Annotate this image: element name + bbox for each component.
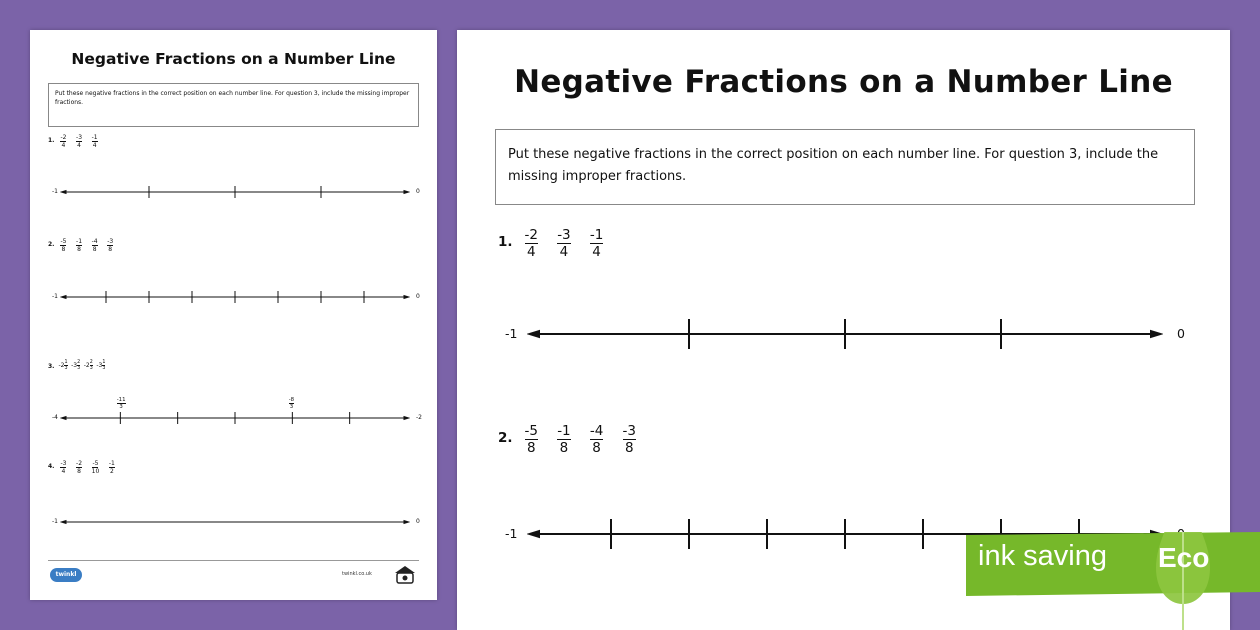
fraction xyxy=(92,134,98,149)
fraction-denominator: 8 xyxy=(526,440,536,456)
fraction-numerator: 1 xyxy=(64,360,68,365)
fraction xyxy=(76,460,82,475)
fraction-numerator: -4 xyxy=(91,238,98,245)
fraction xyxy=(60,460,66,475)
fraction-denominator: 4 xyxy=(526,244,536,260)
arrow-right-icon xyxy=(1150,330,1163,338)
ink-saving-label: ink saving xyxy=(978,540,1107,572)
fraction-numerator: -3 xyxy=(76,134,83,141)
fraction-denominator: 3 xyxy=(89,366,93,371)
arrow-left-icon xyxy=(60,416,67,420)
question-number: 1. xyxy=(48,137,55,145)
question-number: 4. xyxy=(48,463,55,471)
fraction-numerator: 2 xyxy=(89,360,93,365)
mixed-whole: -2 xyxy=(83,362,90,369)
fraction xyxy=(102,360,105,371)
thumbnail-title: Negative Fractions on a Number Line xyxy=(71,50,396,68)
fraction-denominator: 4 xyxy=(61,468,66,475)
fraction xyxy=(590,227,603,260)
fraction-numerator: -1 xyxy=(557,423,571,439)
fraction-numerator: -1 xyxy=(91,134,98,141)
question-1 xyxy=(48,134,107,149)
question-1 xyxy=(498,227,623,260)
number-line-start-label: -1 xyxy=(52,518,58,526)
fraction xyxy=(623,423,636,456)
question-number: 3. xyxy=(48,363,55,371)
fraction-numerator: 2 xyxy=(77,360,81,365)
arrow-left-icon xyxy=(527,330,540,338)
worksheet-thumbnail[interactable] xyxy=(30,30,437,600)
fraction-numerator: -1 xyxy=(589,227,604,243)
question-number: 2. xyxy=(498,430,513,447)
arrow-left-icon xyxy=(60,295,67,299)
question-2 xyxy=(48,238,123,253)
fraction-denominator: 3 xyxy=(64,366,68,371)
fraction-denominator: 8 xyxy=(77,246,81,253)
mixed-number xyxy=(58,360,67,371)
fraction xyxy=(77,360,80,371)
thumbnail-instructions: Put these negative fractions in the correct position on each number line. For question 3, include the missing improper fractions. xyxy=(48,83,419,127)
arrow-left-icon xyxy=(60,190,67,194)
fraction xyxy=(76,238,82,253)
instructions-box: Put these negative fractions in the correct position on each number line. For question 3, include the missing improper fractions. xyxy=(495,129,1195,205)
number-line-start-label: -1 xyxy=(505,525,518,541)
fraction-denominator: 3 xyxy=(289,403,294,410)
number-line-start-label: -4 xyxy=(52,414,58,422)
number-line xyxy=(60,289,410,309)
fraction-denominator: 2 xyxy=(109,468,114,475)
twinkl-planit-logo xyxy=(392,563,418,585)
number-line-end-label: -2 xyxy=(416,414,422,422)
fraction-numerator: 1 xyxy=(102,360,106,365)
question-2 xyxy=(498,423,655,456)
fraction xyxy=(107,238,113,253)
fraction xyxy=(289,397,294,410)
number-line-start-label: -1 xyxy=(52,188,58,196)
mixed-number xyxy=(84,360,93,371)
fraction-denominator: 8 xyxy=(77,468,81,475)
question-3 xyxy=(48,360,109,371)
fraction-denominator: 10 xyxy=(91,468,100,475)
fraction-numerator: -5 xyxy=(92,460,99,467)
twinkl-logo: twinkl xyxy=(50,568,82,582)
fraction xyxy=(90,360,93,371)
mixed-whole: -3 xyxy=(96,362,103,369)
fraction-denominator: 3 xyxy=(119,403,123,410)
fraction-denominator: 4 xyxy=(61,142,66,149)
number-line-end-label: 0 xyxy=(416,293,420,301)
thumbnail-footer-rule xyxy=(48,560,419,561)
fraction xyxy=(60,134,66,149)
fraction xyxy=(117,397,126,410)
fraction-numerator: -2 xyxy=(60,134,67,141)
fraction-numerator: -2 xyxy=(76,460,83,467)
eco-badge: Eco xyxy=(1158,542,1210,573)
question-number: 2. xyxy=(48,241,55,249)
fraction-numerator: -11 xyxy=(116,396,126,403)
mixed-number xyxy=(96,360,105,371)
fraction-numerator: -5 xyxy=(60,238,67,245)
fraction-denominator: 8 xyxy=(592,440,601,456)
number-line-start-label: -1 xyxy=(505,325,518,341)
fraction-denominator: 8 xyxy=(92,246,97,253)
number-line-end-label: 0 xyxy=(1177,325,1185,341)
thumbnail-footer-text: twinkl.co.uk xyxy=(342,571,372,577)
fraction xyxy=(92,238,98,253)
number-line-end-label: 0 xyxy=(416,518,420,526)
arrow-right-icon xyxy=(404,416,411,420)
fraction-numerator: -3 xyxy=(107,238,114,245)
fraction-denominator: 4 xyxy=(92,142,97,149)
number-line xyxy=(527,318,1163,354)
fraction xyxy=(525,423,538,456)
arrow-right-icon xyxy=(404,295,411,299)
fraction xyxy=(109,460,115,475)
fraction-denominator: 3 xyxy=(77,366,81,371)
fraction-numerator: -2 xyxy=(524,227,538,243)
fraction-denominator: 4 xyxy=(77,142,81,149)
fraction-numerator: -5 xyxy=(524,423,538,439)
fraction-numerator: -8 xyxy=(288,396,295,403)
fraction-denominator: 8 xyxy=(624,440,634,456)
mixed-whole: -2 xyxy=(58,362,65,369)
number-line-end-label: 0 xyxy=(416,188,420,196)
fraction-denominator: 8 xyxy=(108,246,113,253)
arrow-left-icon xyxy=(527,530,540,538)
fraction-numerator: -3 xyxy=(60,460,67,467)
fraction-denominator: 3 xyxy=(102,366,106,371)
number-line xyxy=(60,184,410,204)
fraction-numerator: -3 xyxy=(622,423,636,439)
fraction xyxy=(590,423,603,456)
fraction-numerator: -1 xyxy=(76,238,83,245)
arrow-left-icon xyxy=(60,520,67,524)
question-number: 1. xyxy=(498,234,513,251)
arrow-right-icon xyxy=(404,190,411,194)
fraction-numerator: -3 xyxy=(557,227,571,243)
fraction xyxy=(557,227,570,260)
question-4 xyxy=(48,460,124,475)
fraction-denominator: 8 xyxy=(61,246,66,253)
number-line-start-label: -1 xyxy=(52,293,58,301)
page-title: Negative Fractions on a Number Line xyxy=(514,64,1173,100)
fraction-denominator: 8 xyxy=(559,440,569,456)
fraction xyxy=(525,227,538,260)
mixed-whole: -3 xyxy=(71,362,78,369)
fraction xyxy=(60,238,66,253)
fraction-numerator: -4 xyxy=(589,423,604,439)
fraction-numerator: -1 xyxy=(108,460,115,467)
fraction xyxy=(76,134,82,149)
fraction xyxy=(92,460,100,475)
mixed-number xyxy=(71,360,80,371)
fraction-denominator: 4 xyxy=(592,244,601,260)
fraction xyxy=(557,423,570,456)
ink-saving-eco-banner xyxy=(966,532,1260,630)
fraction xyxy=(64,360,67,371)
number-line xyxy=(60,410,410,430)
fraction-denominator: 4 xyxy=(559,244,569,260)
arrow-right-icon xyxy=(404,520,411,524)
number-line xyxy=(60,514,410,534)
